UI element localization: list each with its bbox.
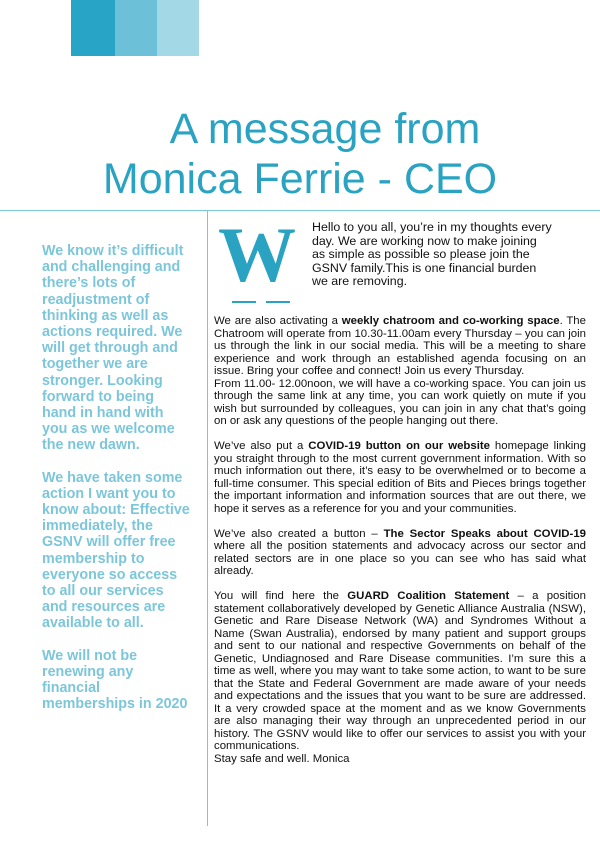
guard-paragraph: You will find here the GUARD Coalition Statement – a position statement collaboratively developed by Genetic Alliance Australia (NSW), Genetic and Rare Disease Network (WA) and Syndromes Without a Name (Swan Australia), endorsed by many patient and support groups and sent to our national and respective Governments on behalf of the Genetic, Undiagnosed and Rare Disease communities. I’m sure this a time as well, where you may want to take some action, to want to be sure that the State and Federal Government are made aware of your needs and expectations and the issues that you want to be sure are addressed. It a very crowded space at the moment and as we know Governments are also managing their way through an unprecedented period in our history. The GSNV would like to offer our services to assist you with your communications. — [214, 590, 586, 752]
chatroom-highlight: weekly chatroom and co-working space — [341, 315, 560, 327]
letter-intro: Hello to you all, you’re in my thoughts every day. We are working now to make joining as simple as possible so please join the GSNV family.This is one financial burden we are removing. — [312, 220, 552, 289]
drop-cap-underline — [232, 301, 256, 303]
sector-speaks-paragraph: We’ve also created a button – The Sector Speaks about COVID-19 where all the position statements and advocacy across our sector and related sectors are in one place so you can see who has said what already. — [214, 527, 586, 577]
covid-button-highlight: COVID-19 button on our website — [308, 440, 490, 452]
accent-bar-medium — [115, 0, 157, 56]
header-divider — [0, 210, 600, 211]
sidebar-paragraph: We have taken some action I want you to know about: Effective immediately, the GSNV will offer free membership to everyone so access to all our services and resources are available to all. — [42, 469, 190, 632]
column-divider — [207, 211, 208, 826]
signoff: Stay safe and well. Monica — [214, 752, 350, 765]
coworking-paragraph: From 11.00- 12.00noon, we will have a co-working space. You can join us through the same link at any time, you can work quietly on mute if you wish but surrounded by colleagues, you can join in any chat that’s going on or ask any questions of the people hanging out there. — [214, 377, 586, 427]
drop-cap-underline — [266, 301, 290, 303]
chatroom-paragraph: We are also activating a weekly chatroom and co-working space. The Chatroom will operate from 10.30-11.00am every Thursday – you can join us through the link in our social media. This will be a meeting to share experience and work through an established agenda focusing on an issue. Bring your coffee and connect! Join us every Thursday. — [214, 315, 586, 377]
accent-bar-light — [157, 0, 199, 56]
sector-speaks-highlight: The Sector Speaks about COVID-19 — [383, 527, 586, 540]
drop-cap: W — [218, 211, 296, 298]
guard-highlight: GUARD Coalition Statement — [347, 590, 510, 602]
sidebar-pullquote — [42, 243, 192, 728]
sidebar-paragraph: We will not be renewing any financial memberships in 2020 — [42, 647, 188, 713]
covid-button-paragraph: We’ve also put a COVID-19 button on our website homepage linking you straight through to the most current government information. With so much information out there, it’s easy to be overwhelmed or to become a full-time consumer. This special edition of Bits and Pieces brings together the important information and information sources that are out there, we hope it serves as a reference for you and your communities. — [214, 440, 586, 515]
page-title-line2: Monica Ferrie - CEO — [102, 155, 498, 203]
accent-bar-dark — [71, 0, 115, 56]
page-title-line1: A message from — [169, 105, 481, 153]
letter-body — [214, 315, 586, 765]
sidebar-paragraph: We know it’s difficult and challenging and there’s lots of readjustment of thinking as well as actions required. We will get through and together we are stronger. Looking forward to being hand in hand with you as we welcome the new dawn. — [42, 243, 184, 454]
